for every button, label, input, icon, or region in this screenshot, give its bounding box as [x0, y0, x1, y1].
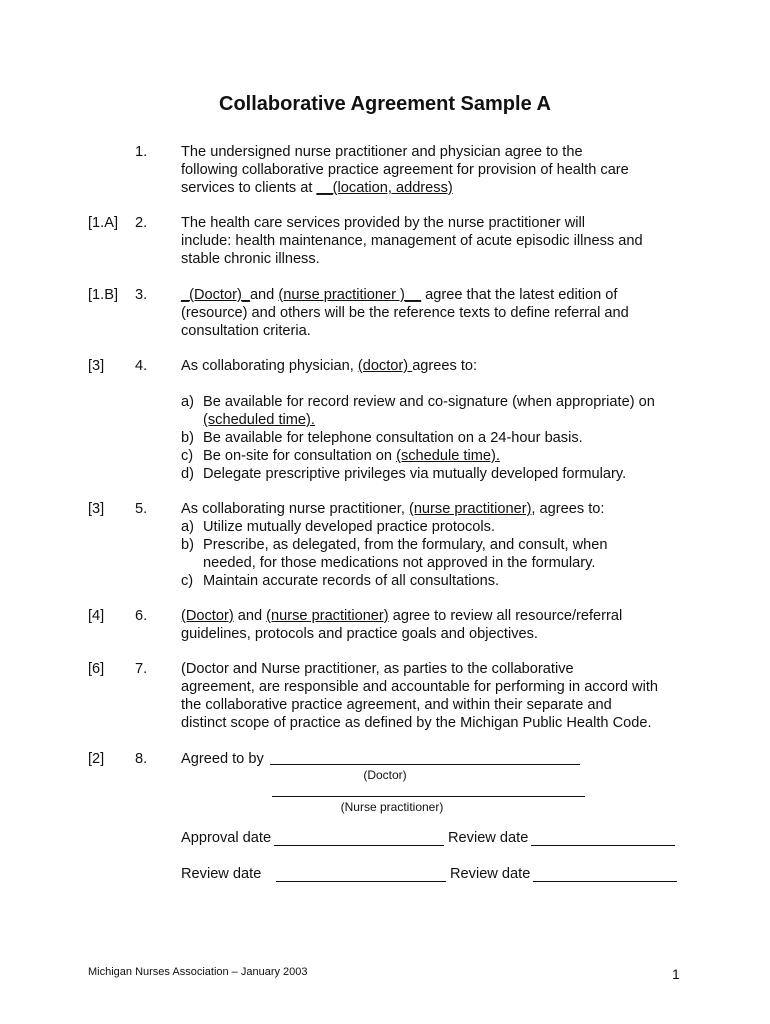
clause-body: (Doctor and Nurse practitioner, as parties to the collaborative agreement, are responsible and accountable for performing in accord with the collaborative practice agreement, and within their separate and distinct scope of practice as defined by the Michigan Public Health Code. [181, 661, 658, 731]
clause-number: 3. [135, 287, 148, 303]
clause-reference: [1.A] [88, 215, 119, 231]
clause-body: As collaborating physician, (doctor) agrees to: [181, 358, 478, 374]
clause-reference: [3] [88, 358, 105, 374]
list-item: c) Maintain accurate records of all consultations. [181, 573, 500, 589]
list-item: d) Delegate prescriptive privileges via mutually developed formulary. [181, 466, 627, 482]
list-item: c) Be on-site for consultation on (schedule time). [181, 448, 500, 464]
clause-body: As collaborating nurse practitioner, (nurse practitioner), agrees to: [181, 501, 605, 517]
footer-text: Michigan Nurses Association – January 2003 [88, 966, 308, 978]
clause-number: 8. [135, 751, 148, 767]
doctor-signature-line[interactable] [270, 764, 580, 765]
nurse-practitioner-field[interactable]: (nurse practitioner), [408, 501, 536, 517]
schedule-time-field[interactable]: (schedule time). [396, 448, 500, 464]
list-item: b) Be available for telephone consultation on a 24-hour basis. [181, 430, 583, 446]
list-item: a) Utilize mutually developed practice protocols. [181, 519, 496, 535]
doctor-field[interactable]: (doctor) [357, 358, 413, 374]
review-date-label: Review date [450, 866, 531, 882]
review-date-label: Review date [181, 866, 262, 882]
doctor-field[interactable]: _(Doctor)_ [181, 287, 250, 303]
nurse-practitioner-caption: (Nurse practitioner) [340, 800, 444, 814]
approval-date-field[interactable] [274, 845, 444, 846]
nurse-practitioner-field[interactable]: (nurse practitioner) [266, 608, 389, 624]
clause-number: 5. [135, 501, 148, 517]
clause-number: 2. [135, 215, 148, 231]
clause-reference: [4] [88, 608, 105, 624]
document-title: Collaborative Agreement Sample A [219, 93, 551, 115]
review-date-field[interactable] [276, 881, 446, 882]
review-date-label: Review date [448, 830, 529, 846]
clause-reference: [1.B] [88, 287, 119, 303]
page-number: 1 [672, 966, 680, 982]
clause-number: 4. [135, 358, 148, 374]
clause-body: The health care services provided by the nurse practitioner will include: health maintenance, management of acute episodic illness and stable chronic illness. [181, 215, 643, 267]
nurse-practitioner-signature-line[interactable] [272, 796, 585, 797]
clause-reference: [2] [88, 751, 105, 767]
review-date-field[interactable] [533, 881, 677, 882]
clause-body: _(Doctor)_and (nurse practitioner )__ agree that the latest edition of (resource) and others will be the reference texts to define referral and consultation criteria. [181, 287, 629, 339]
review-date-field[interactable] [531, 845, 675, 846]
clause-body [181, 750, 681, 768]
clause-4-list [181, 393, 681, 483]
clause-5-list: a) Utilize mutually developed practice protocols. b) Prescribe, as delegated, from the formulary, and consult, when needed, for those medications not approved in the formulary. c) Maintain accurate records of all consultations. [181, 518, 681, 590]
clause-reference: [6] [88, 661, 105, 677]
list-item: a) Be available for record review and co-signature (when appropriate) on [181, 394, 655, 410]
agreed-to-by-label: Agreed to by [181, 751, 264, 767]
clause-number: 1. [135, 144, 148, 160]
doctor-field[interactable]: (Doctor) [181, 608, 234, 624]
clause-body: The undersigned nurse practitioner and physician agree to the following collaborative practice agreement for provision of health care services to clients at __(location, address) [181, 144, 629, 196]
clause-reference: [3] [88, 501, 105, 517]
clause-number: 6. [135, 608, 148, 624]
list-item: b) Prescribe, as delegated, from the formulary, and consult, when [181, 537, 608, 553]
clause-number: 7. [135, 661, 148, 677]
approval-date-label: Approval date [181, 830, 272, 846]
nurse-practitioner-field[interactable]: (nurse practitioner )__ [278, 287, 422, 303]
doctor-caption: (Doctor) [363, 768, 407, 782]
location-address-field[interactable]: __(location, address) [316, 180, 453, 196]
clause-body: (Doctor) and (nurse practitioner) agree to review all resource/referral guidelines, protocols and practice goals and objectives. [181, 608, 623, 642]
scheduled-time-field[interactable]: (scheduled time). [203, 412, 315, 428]
